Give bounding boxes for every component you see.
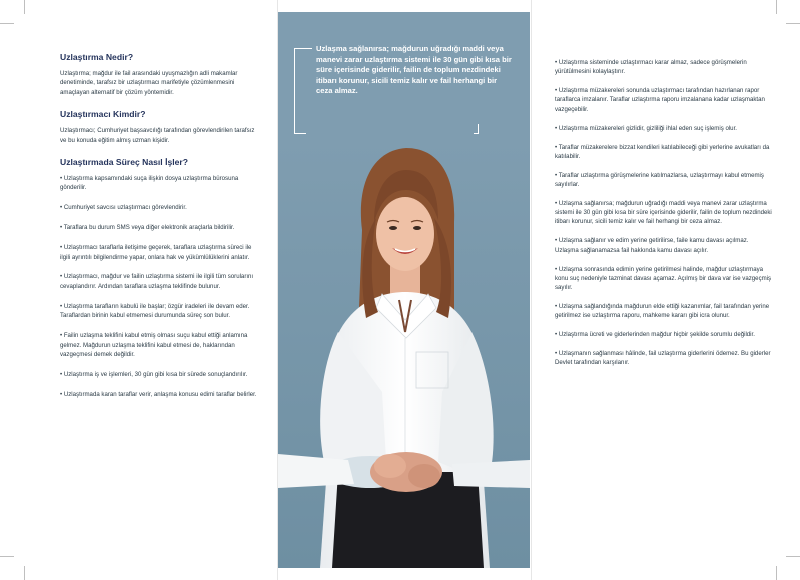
- crop-mark: [786, 23, 800, 24]
- list-item: • Uzlaştırma sisteminde uzlaştırmacı karar almaz, sadece görüşmelerin yürütülmesini kolaylaştırır.: [555, 59, 747, 76]
- section-heading-what-is: Uzlaştırma Nedir?: [60, 52, 134, 62]
- list-item: • Uzlaştırma ücreti ve giderlerinden mağdur hiçbir şekilde sorumlu değildir.: [555, 331, 755, 339]
- quote-text: Uzlaşma sağlanırsa; mağdurun uğradığı maddi veya manevi zarar uzlaştırma sistemi ile 30 gün gibi kısa bir süre içerisinde giderilir, failin de toplum nezdindeki itibarı korunur, sicili temiz kalır ve fail herhangi bir ceza almaz.: [316, 44, 512, 95]
- list-item: • Uzlaştırma tarafların kabulü ile başlar; özgür iradeleri ile devam eder. Taraflardan birinin kabul etmemesi durumunda süreç son bulur.: [60, 302, 250, 320]
- list-item: • Uzlaştırma iş ve işlemleri, 30 gün gibi kısa bir sürede sonuçlandırılır.: [60, 370, 248, 378]
- definition-paragraph: Uzlaştırma; mağdur ile fail arasındaki uyuşmazlığın adli makamlar denetiminde, tarafsız bir uzlaştırmacı marifetiyle çözümlenmesini amaçlayan alternatif bir çözüm yöntemidir.: [60, 70, 238, 96]
- fold-line: [531, 0, 532, 580]
- list-item: • Taraflara bu durum SMS veya diğer elektronik araçlarla bildirilir.: [60, 224, 235, 232]
- list-item: • Uzlaştırmada karan taraflar verir, anlaşma konusu edimi taraflar belirler.: [60, 390, 257, 398]
- quote-frame-line: [294, 48, 312, 49]
- crop-mark: [0, 556, 14, 557]
- mediator-paragraph: Uzlaştırmacı; Cumhuriyet başsavcılığı tarafından görevlendirilen tarafsız ve bu konuda eğitim almış uzman kişidir.: [60, 127, 255, 144]
- right-panel: [555, 58, 773, 377]
- crop-mark: [786, 556, 800, 557]
- list-item: • Uzlaştırma müzakereleri sonunda uzlaştırmacı tarafından hazırlanan rapor taraflarca imzalanır. Taraflar uzlaştırma raporu imzalanana kadar uzlaşmaktan vazgeçebilir.: [555, 87, 765, 113]
- list-item: • Failin uzlaşma teklifini kabul etmiş olması suçu kabul ettiği anlamına gelmez. Mağdurun uzlaşma teklifini kabul etmesi de, haklarından vazgeçmesi demek değildir.: [60, 332, 248, 358]
- quote-frame-line: [478, 124, 479, 134]
- list-item: • Uzlaştırma kapsamındaki suça ilişkin dosya uzlaştırma bürosuna gönderilir.: [60, 175, 239, 192]
- list-item: • Uzlaştırmacı, mağdur ve failin uzlaştırma sistemi ile ilgili tüm sorularını cevaplandırır. Ardından taraflara uzlaşma teklifinde bulunur.: [60, 273, 254, 290]
- woman-photo: [278, 142, 530, 568]
- list-item: • Taraflar müzakerelere bizzat kendileri katılabileceği gibi yerlerine avukatları da katılabilir.: [555, 143, 770, 160]
- list-item: • Uzlaşma sonrasında edimin yerine getirilmesi halinde, mağdur uzlaştırmaya konu suç nedeniyle tazminat davası açamaz. Açılmış bir dava var ise vazgeçmiş sayılır.: [555, 265, 772, 292]
- list-item: • Uzlaşmanın sağlanması hâlinde, fail uzlaştırma giderlerini ödemez. Bu giderler Devlet tarafından karşılanır.: [555, 350, 771, 367]
- crop-mark: [24, 566, 25, 580]
- quote-frame-line: [294, 133, 306, 134]
- list-item: • Cumhuriyet savcısı uzlaştırmacı görevlendirir.: [60, 204, 187, 212]
- crop-mark: [776, 0, 777, 14]
- list-item: • Uzlaşma sağlanırsa; mağdurun uğradığı maddi veya manevi zarar uzlaştırma sistemi ile 30 gün gibi kısa bir süre içerisinde giderilir, failin de toplum nezdindeki itibarı korunur, sicili temiz kalır ve fail herhangi bir ceza almaz.: [555, 200, 772, 226]
- crop-mark: [0, 23, 14, 24]
- quote-box: [294, 44, 518, 134]
- section-heading-who: Uzlaştırmacı Kimdir?: [60, 109, 146, 120]
- list-item: • Taraflar uzlaştırma görüşmelerine katılmazlarsa, uzlaştırmayı kabul etmemiş sayılırlar.: [555, 171, 764, 189]
- list-item: • Uzlaştırmacı taraflarla iletişime geçerek, taraflara uzlaştırma süreci ile ilgili ayrıntılı bilgilendirme yapar, onlara hak ve yükümlülüklerini anlatır.: [60, 244, 252, 261]
- middle-panel: [278, 12, 530, 568]
- crop-mark: [24, 0, 25, 14]
- list-item: • Uzlaştırma müzakereleri gizlidir, gizliliği ihlal eden suç işlemiş olur.: [555, 124, 737, 132]
- quote-frame-line: [294, 48, 295, 134]
- section-heading-process: Uzlaştırmada Süreç Nasıl İşler?: [60, 157, 189, 168]
- crop-mark: [776, 566, 777, 580]
- list-item: • Uzlaşma sağlandığında mağdurun elde ettiği kazanımlar, fail tarafından yerine getirilmez ise uzlaştırma raporu, mahkeme kararı gibi icra olunur.: [555, 303, 770, 320]
- left-panel: [60, 52, 258, 410]
- list-item: • Uzlaşma sağlanır ve edim yerine getirilirse, faile kamu davası açılmaz. Uzlaşma sağlanamazsa fail hakkında kamu davası açılır.: [555, 237, 749, 254]
